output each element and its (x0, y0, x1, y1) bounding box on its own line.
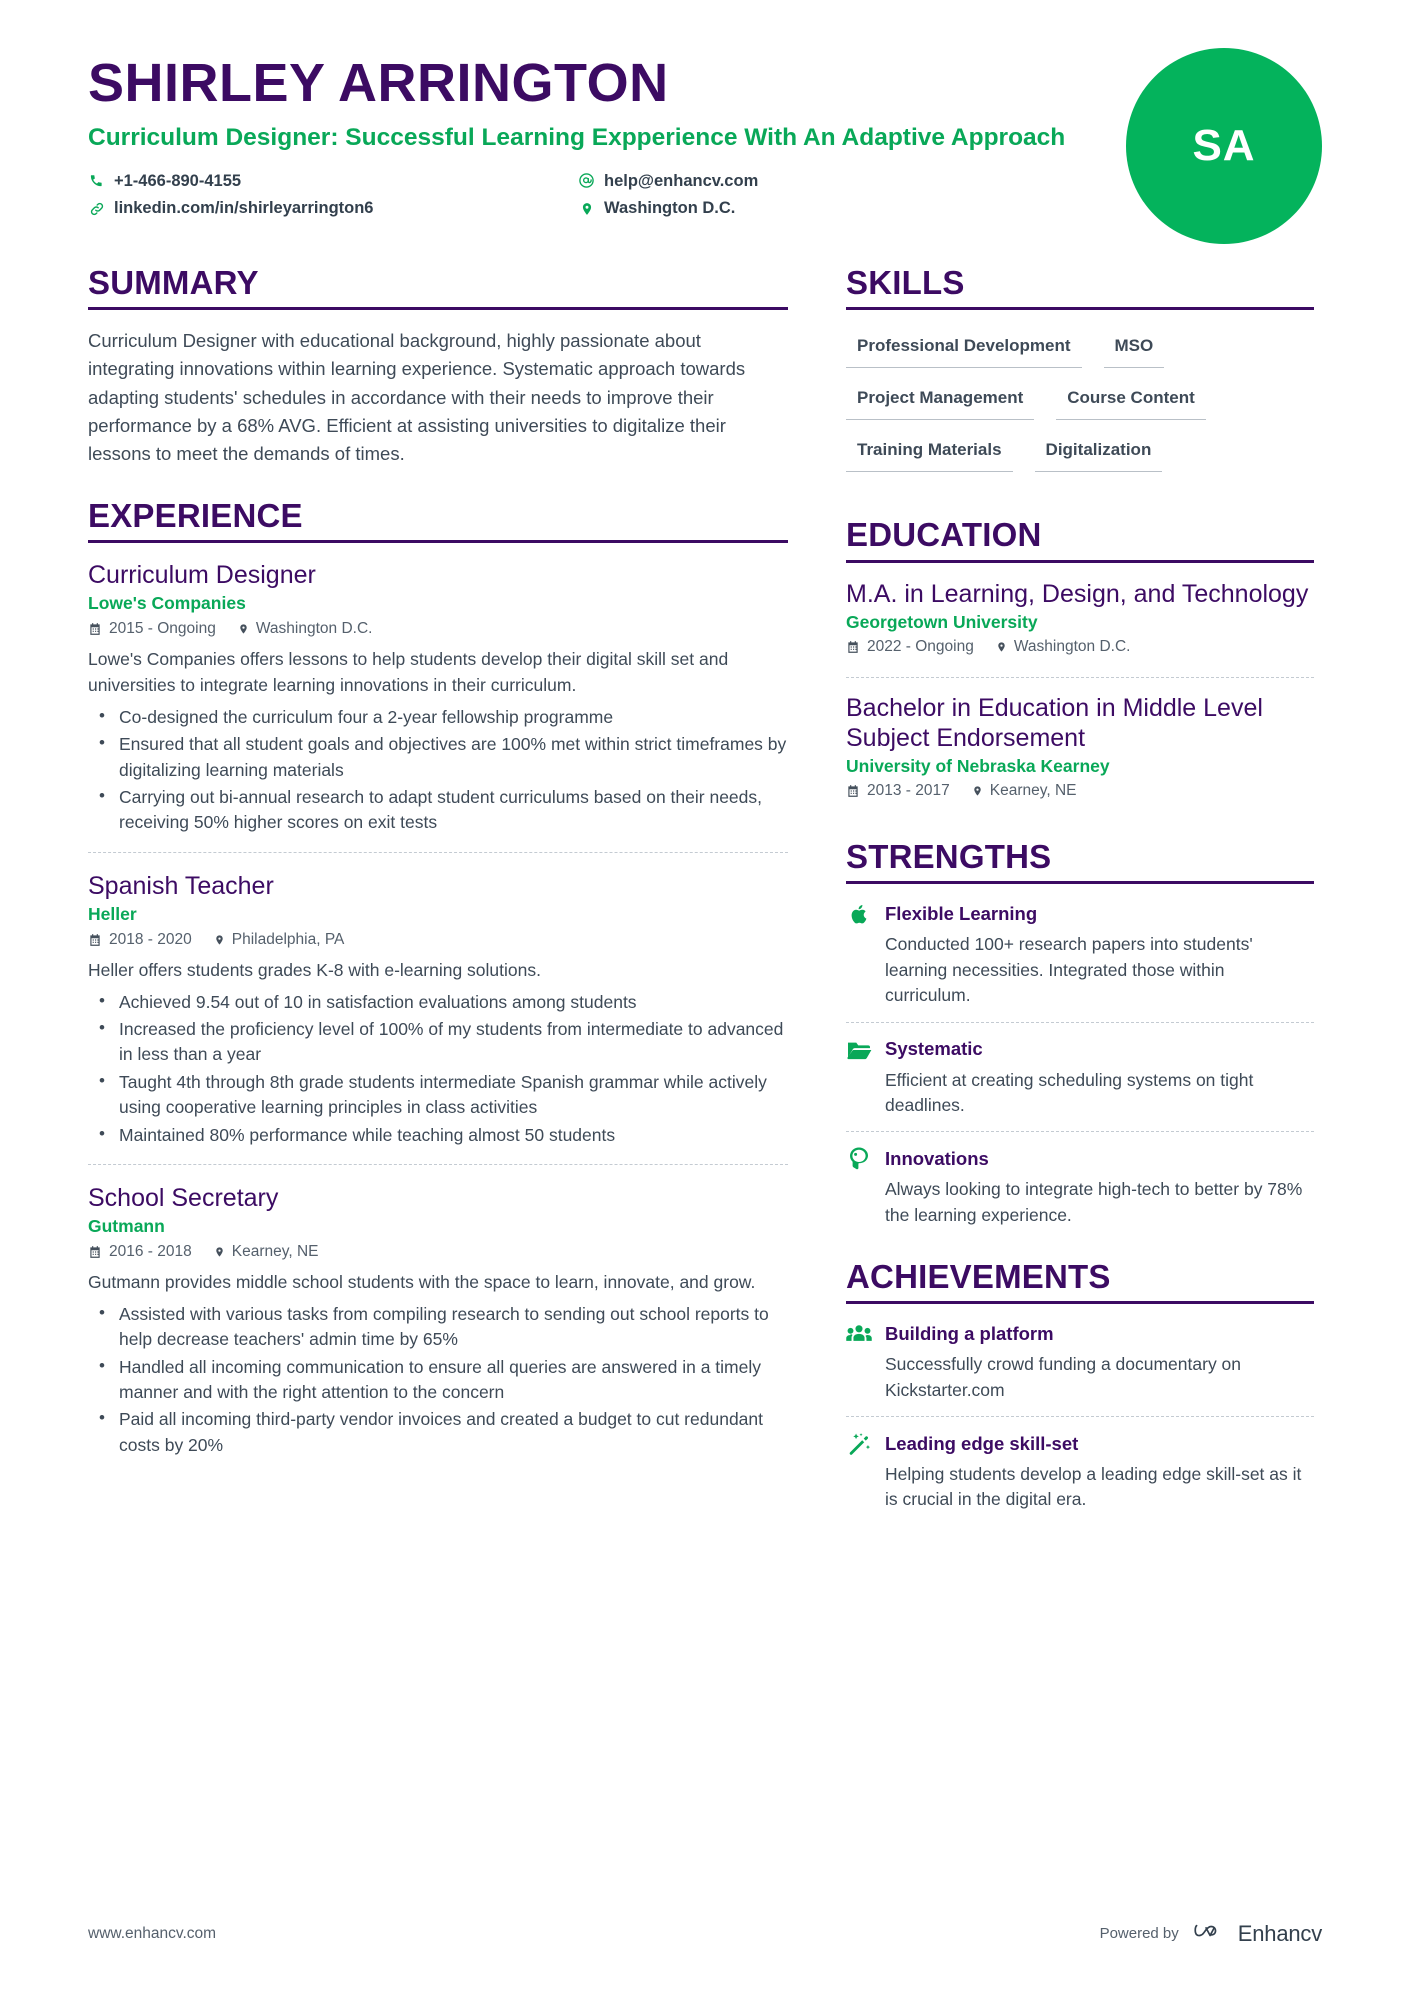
skills-heading: SKILLS (846, 264, 965, 301)
education-degree: Bachelor in Education in Middle Level Subject Endorsement (846, 694, 1263, 752)
job-location (238, 620, 373, 638)
location-pin-icon (238, 622, 249, 636)
resume-header (0, 0, 1410, 265)
contact-phone[interactable] (88, 171, 578, 192)
brand-name: Enhancv (1237, 1920, 1322, 1946)
email-icon (578, 172, 595, 189)
achievements-divider (846, 1301, 1314, 1304)
job-company: Heller (88, 903, 137, 924)
strength-text: Always looking to integrate high-tech to better by 78% the learning experience. (885, 1179, 1303, 1225)
job-bullet: • Carrying out bi-annual research to adapt student curriculums based on their needs, receiving 50% higher scores on exit tests (116, 785, 788, 836)
education-location-text: Washington D.C. (1013, 638, 1131, 656)
job-company: Gutmann (88, 1215, 165, 1236)
strength-title: Innovations (885, 1148, 989, 1170)
contact-phone-text: +1-466-890-4155 (114, 171, 242, 190)
job-bullet: • Increased the proficiency level of 100% of my students from intermediate to advanced in less than a year (116, 1017, 788, 1068)
education-entry (846, 677, 1314, 821)
location-pin-icon (578, 201, 595, 217)
resume-footer (0, 1920, 1410, 1947)
education-meta (846, 782, 1314, 800)
job-bullet-list (88, 990, 788, 1148)
job-dates-text: 2016 - 2018 (109, 1242, 192, 1260)
skill-tag: Professional Development (846, 327, 1082, 368)
resume-body (0, 265, 1410, 1526)
spacer (846, 821, 1314, 839)
right-column (846, 265, 1314, 1526)
phone-icon (88, 173, 105, 188)
summary-divider (88, 307, 788, 310)
location-pin-icon (214, 1245, 225, 1259)
achievement-title: Building a platform (885, 1323, 1054, 1345)
head-idea-icon (846, 1146, 872, 1172)
avatar (1126, 48, 1322, 244)
footer-url[interactable]: www.enhancv.com (88, 1924, 217, 1942)
calendar-icon (846, 784, 860, 798)
achievement-text: Successfully crowd funding a documentary on Kickstarter.com (885, 1354, 1242, 1400)
job-bullet-list (88, 705, 788, 836)
education-dates (846, 638, 974, 656)
education-school: Georgetown University (846, 612, 1038, 633)
job-dates-text: 2018 - 2020 (109, 930, 192, 948)
location-pin-icon (972, 784, 983, 798)
achievement-header (846, 1431, 1314, 1457)
avatar-initials: SA (1192, 121, 1256, 170)
achievement-text: Helping students develop a leading edge skill-set as it is crucial in the digital era. (885, 1464, 1302, 1510)
job-meta (88, 1243, 788, 1261)
job-bullet: • Handled all incoming communication to ensure all queries are answered in a timely manner and with the right attention to the concern (116, 1355, 788, 1406)
job-description: Heller offers students grades K-8 with e-learning solutions. (88, 959, 541, 980)
brand-logo[interactable] (1193, 1920, 1322, 1947)
strengths-section (846, 839, 1314, 1241)
job-description: Gutmann provides middle school students with the space to learn, innovate, and grow. (88, 1271, 756, 1292)
skills-list (846, 327, 1314, 483)
link-icon (88, 201, 105, 217)
experience-section (88, 498, 788, 1474)
strength-header (846, 1146, 1314, 1172)
location-pin-icon (996, 640, 1007, 654)
summary-section (88, 265, 788, 468)
apple-icon (846, 901, 872, 927)
strength-header (846, 901, 1314, 927)
job-title: Spanish Teacher (88, 871, 274, 900)
education-location-text: Kearney, NE (989, 782, 1077, 800)
education-dates (846, 782, 950, 800)
strengths-heading: STRENGTHS (846, 838, 1052, 876)
education-school: University of Nebraska Kearney (846, 756, 1110, 777)
experience-entry (88, 1164, 788, 1474)
strength-title: Systematic (885, 1038, 983, 1060)
job-bullet: • Taught 4th through 8th grade students intermediate Spanish grammar while actively using cooperative learning principles in class activities (116, 1070, 788, 1121)
job-meta (88, 620, 788, 638)
job-title: Curriculum Designer (88, 561, 316, 590)
skill-tag: Course Content (1056, 379, 1206, 420)
calendar-icon (88, 1245, 102, 1259)
experience-divider (88, 540, 788, 543)
enhancv-logo-icon (1193, 1920, 1229, 1947)
candidate-headline: Curriculum Designer: Successful Learning Expperience With An Adaptive Approach (88, 124, 1066, 152)
contact-linkedin-text: linkedin.com/in/shirleyarrington6 (114, 199, 374, 218)
experience-entry (88, 560, 788, 852)
achievements-section (846, 1259, 1314, 1526)
powered-by-label: Powered by (1099, 1925, 1179, 1942)
job-bullet: • Paid all incoming third-party vendor invoices and created a budget to cut redundant costs by 20% (116, 1407, 788, 1458)
strength-text: Efficient at creating scheduling systems on tight deadlines. (885, 1069, 1254, 1115)
job-meta (88, 931, 788, 949)
contact-email-text: help@enhancv.com (604, 171, 759, 190)
achievement-item (846, 1321, 1314, 1416)
experience-entry (88, 852, 788, 1164)
job-dates-text: 2015 - Ongoing (109, 620, 216, 638)
job-description: Lowe's Companies offers lessons to help students develop their digital skill set and universities to integrate learning innovations in their curriculum. (88, 649, 729, 696)
strength-item (846, 901, 1314, 1021)
job-location-text: Philadelphia, PA (231, 930, 345, 948)
contact-email[interactable] (578, 171, 918, 192)
achievement-item (846, 1416, 1314, 1526)
location-pin-icon (214, 933, 225, 947)
calendar-icon (88, 622, 102, 636)
contact-location-text: Washington D.C. (604, 199, 736, 218)
skill-tag: Training Materials (846, 431, 1013, 472)
education-heading: EDUCATION (846, 516, 1042, 554)
achievement-title: Leading edge skill-set (885, 1432, 1079, 1454)
education-divider (846, 560, 1314, 563)
magic-wand-icon (846, 1431, 872, 1457)
job-bullet: • Achieved 9.54 out of 10 in satisfaction evaluations among students (116, 990, 788, 1015)
job-dates (88, 1243, 192, 1261)
strength-header (846, 1037, 1314, 1063)
skill-tag: MSO (1104, 327, 1165, 368)
job-location (214, 1243, 319, 1261)
job-location (214, 931, 345, 949)
folder-icon (846, 1037, 872, 1063)
left-column (88, 265, 788, 1474)
skills-divider (846, 307, 1314, 310)
education-dates-text: 2013 - 2017 (867, 782, 950, 800)
job-bullet: • Assisted with various tasks from compiling research to sending out school reports to help decrease teachers' admin time by 65% (116, 1302, 788, 1353)
job-location-text: Kearney, NE (231, 1242, 319, 1260)
summary-text: Curriculum Designer with educational background, highly passionate about integrating innovations within learning experience. Systematic approach towards adapting students' schedules in accordance with their needs to improve their performance by a 68% AVG. Efficient at assisting universities to digitalize their lessons to meet the demands of times. (88, 330, 746, 464)
footer-brand-area (1100, 1920, 1322, 1947)
job-dates (88, 931, 192, 949)
job-bullet-list (88, 1302, 788, 1458)
job-bullet: • Co-designed the curriculum four a 2-year fellowship programme (116, 705, 788, 730)
strengths-divider (846, 881, 1314, 884)
experience-heading: EXPERIENCE (88, 496, 303, 534)
job-bullet: • Ensured that all student goals and objectives are 100% met within strict timeframes by digitalizing learning materials (116, 732, 788, 783)
job-dates (88, 620, 216, 638)
summary-heading: SUMMARY (88, 264, 259, 301)
calendar-icon (846, 640, 860, 654)
education-dates-text: 2022 - Ongoing (867, 638, 974, 656)
contact-details (88, 171, 918, 219)
education-degree: M.A. in Learning, Design, and Technology (846, 579, 1309, 608)
job-company: Lowe's Companies (88, 593, 246, 614)
strength-item (846, 1022, 1314, 1132)
strength-text: Conducted 100+ research papers into students' learning necessities. Integrated those within curriculum. (885, 934, 1253, 1006)
education-location (972, 782, 1077, 800)
strength-item (846, 1131, 1314, 1241)
achievement-header (846, 1321, 1314, 1347)
job-title: School Secretary (88, 1183, 279, 1212)
achievements-heading: ACHIEVEMENTS (846, 1258, 1111, 1296)
spacer (88, 468, 788, 498)
contact-linkedin[interactable] (88, 198, 578, 219)
job-location-text: Washington D.C. (255, 620, 373, 638)
candidate-name: SHIRLEY ARRINGTON (88, 53, 669, 113)
people-group-icon (846, 1321, 872, 1347)
strength-title: Flexible Learning (885, 903, 1038, 925)
job-bullet: • Maintained 80% performance while teaching almost 50 students (116, 1123, 788, 1148)
education-meta (846, 638, 1314, 656)
education-entry (846, 580, 1314, 678)
spacer (846, 1241, 1314, 1259)
contact-location (578, 198, 918, 219)
education-section (846, 517, 1314, 821)
skill-tag: Digitalization (1035, 431, 1163, 472)
education-location (996, 638, 1131, 656)
skills-section (846, 265, 1314, 483)
calendar-icon (88, 933, 102, 947)
skill-tag: Project Management (846, 379, 1034, 420)
